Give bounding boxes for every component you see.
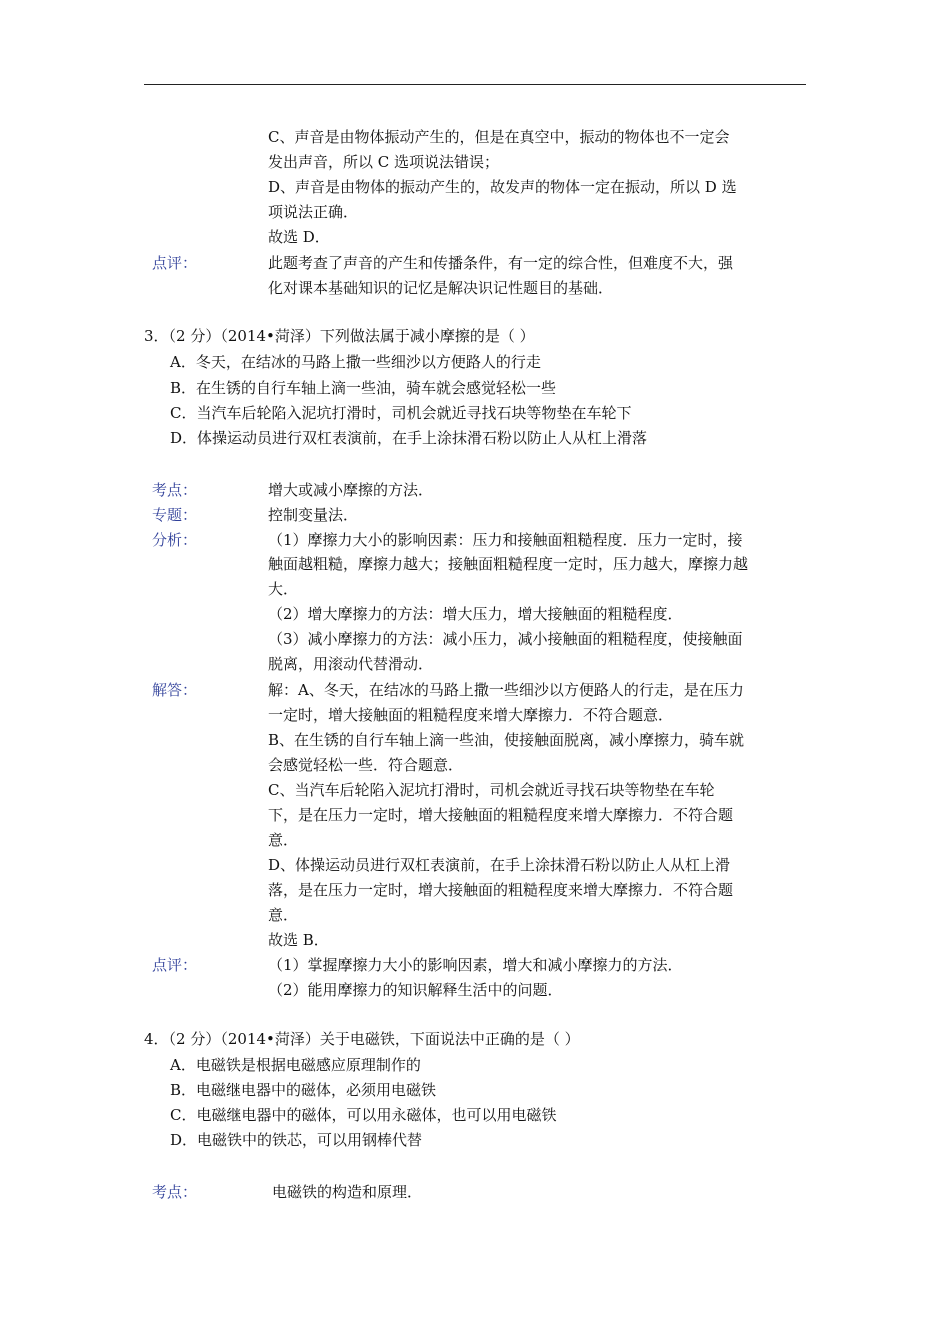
q3-jieda-line: 会感觉轻松一些．符合题意． xyxy=(268,756,464,774)
q3-jieda-line: 意． xyxy=(268,906,299,924)
q3-jieda-line: 一定时，增大接触面的粗糙程度来增大摩擦力．不符合题意． xyxy=(268,706,674,724)
q3-fenxi-line: 触面越粗糙，摩擦力越大；接触面粗糙程度一定时，压力越大，摩擦力越 xyxy=(268,555,749,573)
q4-kaodian: 电磁铁的构造和原理． xyxy=(272,1183,423,1201)
q4-option-b: B．电磁继电器中的磁体，必须用电磁铁 xyxy=(170,1081,437,1099)
q3-jieda-line: D、体操运动员进行双杠表演前，在手上涂抹滑石粉以防止人从杠上滑 xyxy=(268,856,731,874)
q3-fenxi-label: 分析： xyxy=(152,531,198,549)
q3-jieda-line: 故选 B． xyxy=(268,931,329,949)
q3-option-b: B．在生锈的自行车轴上滴一些油，骑车就会感觉轻松一些 xyxy=(170,379,557,397)
q3-jieda-line: 落，是在压力一定时，增大接触面的粗糙程度来增大摩擦力．不符合题 xyxy=(268,881,734,899)
q3-jieda-line: B、在生锈的自行车轴上滴一些油，使接触面脱离，减小摩擦力，骑车就 xyxy=(268,731,745,749)
q3-option-d: D．体操运动员进行双杠表演前，在手上涂抹滑石粉以防止人从杠上滑落 xyxy=(170,429,648,447)
q3-zhuanti: 控制变量法． xyxy=(268,506,359,524)
q3-fenxi-line: （1）摩擦力大小的影响因素：压力和接触面粗糙程度．压力一定时，接 xyxy=(268,531,743,549)
q3-jieda-line: 意． xyxy=(268,831,299,849)
q2-analysis-line: D、声音是由物体的振动产生的，故发声的物体一定在振动，所以 D 选 xyxy=(268,178,737,196)
q3-jieda-line: 下，是在压力一定时，增大接触面的粗糙程度来增大摩擦力．不符合题 xyxy=(268,806,734,824)
q2-analysis-line: 故选 D． xyxy=(268,228,330,246)
q3-fenxi-line: 大． xyxy=(268,580,299,598)
q3-stem: 3．（2 分）（2014•菏泽）下列做法属于减小摩擦的是（ ） xyxy=(144,327,535,345)
q4-option-d: D．电磁铁中的铁芯，可以用钢棒代替 xyxy=(170,1131,423,1149)
q2-comment-line: 此题考查了声音的产生和传播条件，有一定的综合性，但难度不大，强 xyxy=(268,254,734,272)
q2-analysis-line: C、声音是由物体振动产生的，但是在真空中，振动的物体也不一定会 xyxy=(268,128,730,146)
q2-comment-label: 点评： xyxy=(152,254,198,272)
q4-option-c: C．电磁继电器中的磁体，可以用永磁体，也可以用电磁铁 xyxy=(170,1106,557,1124)
q3-kaodian: 增大或减小摩擦的方法． xyxy=(268,481,434,499)
q2-analysis-line: 发出声音，所以 C 选项说法错误； xyxy=(268,153,500,171)
q4-option-a: A．电磁铁是根据电磁感应原理制作的 xyxy=(170,1056,421,1074)
q3-dianping-line: （1）掌握摩擦力大小的影响因素，增大和减小摩擦力的方法． xyxy=(268,956,683,974)
q4-kaodian-label: 考点： xyxy=(152,1183,198,1201)
q3-jieda-label: 解答： xyxy=(152,681,198,699)
header-rule xyxy=(144,84,806,85)
q3-kaodian-label: 考点： xyxy=(152,481,198,499)
q3-dianping-line: （2）能用摩擦力的知识解释生活中的问题． xyxy=(268,981,563,999)
q3-dianping-label: 点评： xyxy=(152,956,198,974)
q4-stem: 4．（2 分）（2014•菏泽）关于电磁铁，下面说法中正确的是（ ） xyxy=(144,1030,580,1048)
q3-fenxi-line: （2）增大摩擦力的方法：增大压力，增大接触面的粗糙程度． xyxy=(268,605,683,623)
q3-jieda-line: 解：A、冬天，在结冰的马路上撒一些细沙以方便路人的行走，是在压力 xyxy=(268,681,744,699)
q3-fenxi-line: （3）减小摩擦力的方法：减小压力，减小接触面的粗糙程度，使接触面 xyxy=(268,630,743,648)
q3-zhuanti-label: 专题： xyxy=(152,506,198,524)
q3-option-c: C．当汽车后轮陷入泥坑打滑时，司机会就近寻找石块等物垫在车轮下 xyxy=(170,404,632,422)
q3-option-a: A．冬天，在结冰的马路上撒一些细沙以方便路人的行走 xyxy=(170,353,541,371)
q2-analysis-line: 项说法正确． xyxy=(268,203,359,221)
q3-jieda-line: C、当汽车后轮陷入泥坑打滑时，司机会就近寻找石块等物垫在车轮 xyxy=(268,781,715,799)
q2-comment-line: 化对课本基础知识的记忆是解决识记性题目的基础． xyxy=(268,279,614,297)
q3-fenxi-line: 脱离，用滚动代替滑动． xyxy=(268,655,434,673)
